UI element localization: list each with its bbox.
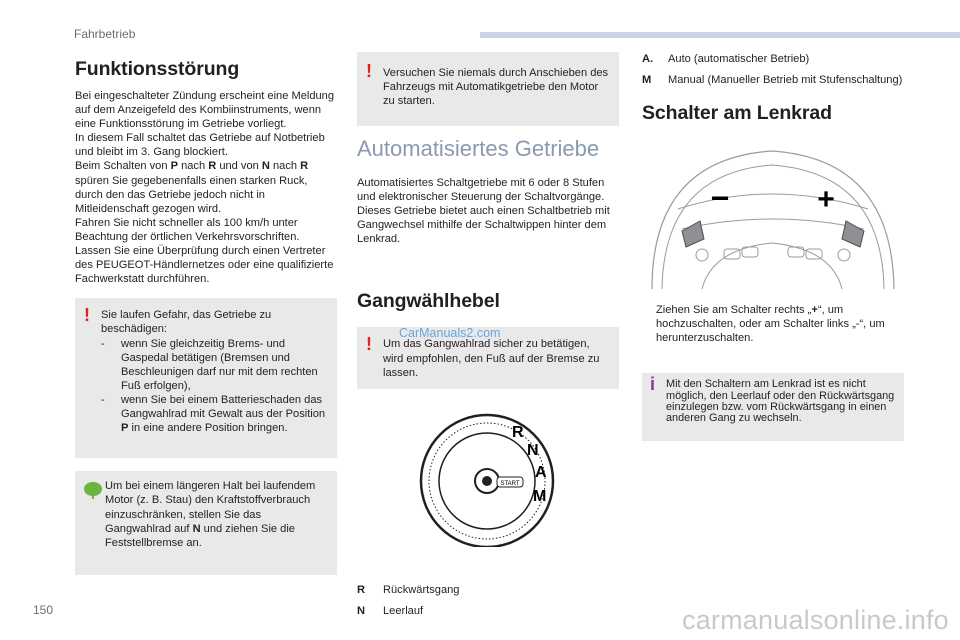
legend-label-a: Auto (automatischer Betrieb) xyxy=(668,53,810,65)
page-number: 150 xyxy=(33,603,54,617)
push-start-warning xyxy=(357,52,619,126)
legend-row-n xyxy=(357,604,619,619)
warning-item-2-a: wenn Sie bei einem Batterieschaden das Gangwahlrad mit Gewalt aus der Position xyxy=(121,393,326,420)
gear-selector-dial xyxy=(357,407,619,547)
malfunction-title: Funktionsstörung xyxy=(75,58,240,80)
eco-leaf-icon xyxy=(83,481,103,499)
dial-letter-n: N xyxy=(527,442,539,460)
steering-wheel-illustration xyxy=(642,139,904,299)
warning-item-2-text xyxy=(121,393,327,435)
malfunction-text xyxy=(75,89,337,286)
brake-foot-warning-text: Um das Gangwahlrad sicher zu betätigen, wird empfohlen, den Fuß auf der Bremse zu lassen. xyxy=(383,338,600,379)
header-bar xyxy=(480,32,960,38)
footer-watermark: carmanualsonline.info xyxy=(682,605,949,635)
gearbox-damage-warning xyxy=(75,298,337,458)
warning-item-1 xyxy=(101,337,327,393)
para-speed: Fahren Sie nicht schneller als 100 km/h unter Beachtung der örtlichen Verkehrsvorschriften. xyxy=(75,216,300,243)
legend-row-r xyxy=(357,583,619,598)
para-shift-b: nach xyxy=(178,160,209,173)
steering-paddles-title: Schalter am Lenkrad xyxy=(642,102,832,124)
paddle-text-c: “, um hochzuschalten, oder am Schalter links „-“, um herunterzuschalten. xyxy=(656,304,885,345)
paddle-info-text: Mit den Schaltern am Lenkrad ist es nicht möglich, den Leerlauf oder den Rückwärtsgang einzulegen bzw. vom Rückwärtsgang in einen anderen Gang zu wechseln. xyxy=(666,378,895,425)
legend-label-r: Rückwärtsgang xyxy=(383,584,460,597)
push-start-warning-text: Versuchen Sie niemals durch Anschieben des Fahrzeugs mit Automatikgetriebe den Motor zu starten. xyxy=(383,67,609,108)
eco-text xyxy=(105,480,315,548)
left-paddle-icon xyxy=(682,221,704,247)
legend-key-r: R xyxy=(357,584,366,597)
column-malfunction xyxy=(75,52,337,575)
gear-selector-illustration xyxy=(357,407,619,547)
eco-text-n: N xyxy=(192,522,201,535)
warning-icon: ! xyxy=(366,61,372,81)
para-shift-a: Beim Schalten von xyxy=(75,160,171,173)
legend-label-n: Leerlauf xyxy=(383,605,424,618)
gear-r-2: R xyxy=(300,160,309,173)
legend-key-n: N xyxy=(357,605,366,618)
dial-letter-a: A xyxy=(535,464,547,482)
paddle-instruction xyxy=(642,303,904,345)
legend-row-m xyxy=(642,73,904,88)
warning-icon: ! xyxy=(366,334,372,355)
para-shift-c: und von xyxy=(216,160,262,173)
start-label: START xyxy=(500,481,520,488)
legend-key-m: M xyxy=(642,74,652,86)
dial-letter-m: M xyxy=(533,488,547,506)
legend-label-m: Manual (Manueller Betrieb mit Stufenschaltung) xyxy=(668,74,903,86)
dash-1: - xyxy=(101,337,105,350)
warning-item-2 xyxy=(101,393,327,435)
eco-text-c: und ziehen Sie die Feststellbremse an. xyxy=(105,522,295,549)
gear-r: R xyxy=(208,160,217,173)
right-paddle-icon xyxy=(842,221,864,247)
warning-icon: ! xyxy=(84,305,90,326)
para-dealer: Lassen Sie eine Überprüfung durch einen Vertreter des PEUGEOT-Händlernetzes oder eine qualifizierte Fachwerkstatt durchführen. xyxy=(75,245,334,286)
section-label: Fahrbetrieb xyxy=(74,27,136,41)
selector-legend xyxy=(357,583,619,619)
minus-symbol: − xyxy=(710,180,730,216)
para-ignition: Bei eingeschalteter Zündung erscheint eine Meldung auf dem Anzeigefeld des Kombiinstruments, wenn eine Funktionsstörung im Getriebe vorliegt. xyxy=(75,90,335,131)
paddle-info-box xyxy=(642,373,904,441)
eco-tip-box xyxy=(75,471,337,575)
paddle-instruction-text xyxy=(656,303,904,345)
eco-text-a: Um bei einem längeren Halt bei laufendem Motor (z. B. Stau) den Kraftstoffverbrauch einzuschränken, stellen Sie das Gangwahlrad auf xyxy=(105,480,316,535)
info-icon: i xyxy=(650,374,656,395)
dash-2: - xyxy=(101,393,105,406)
paddle-text-a: Ziehen Sie am Schalter rechts „ xyxy=(656,304,812,316)
automated-gearbox-title: Automatisiertes Getriebe xyxy=(357,136,600,161)
paddle-text-plus: + xyxy=(811,304,818,316)
watermark: CarManuals2.com xyxy=(399,326,501,340)
gear-p: P xyxy=(170,160,178,173)
dial-letter-r: R xyxy=(512,424,524,442)
plus-symbol: + xyxy=(817,183,835,216)
bullet-icon xyxy=(642,303,656,345)
para-shift-e: spüren Sie gegebenenfalls einen starken Ruck, durch den das Getriebe jedoch nicht in Mitleidenschaft gezogen wird. xyxy=(75,174,308,215)
gear-selector-title: Gangwählhebel xyxy=(357,290,500,313)
steering-wheel-drawing xyxy=(642,139,904,299)
automated-gearbox-intro: Automatisiertes Schaltgetriebe mit 6 oder 8 Stufen und elektronischer Steuerung der Schaltvorgänge. Dieses Getriebe bietet auch einen Schaltbetrieb mit Gangwechsel mithilfe der Schaltwippen hinter dem Lenkrad. xyxy=(357,177,610,246)
legend-row-a xyxy=(642,52,904,67)
warning-intro: Sie laufen Gefahr, das Getriebe zu beschädigen: xyxy=(101,309,272,336)
gear-n: N xyxy=(261,160,270,173)
column-steering-controls xyxy=(642,52,904,441)
warning-item-2-c: in eine andere Position bringen. xyxy=(128,422,288,435)
warning-item-1-text: wenn Sie gleichzeitig Brems- und Gaspedal betätigen (Bremsen und Beschleunigen darf nur mit dem rechten Fuß erfolgen), xyxy=(121,337,318,392)
para-shift-d: nach xyxy=(269,160,301,173)
warning-item-2-p: P xyxy=(121,422,129,435)
para-emergency: In diesem Fall schaltet das Getriebe auf Notbetrieb und bleibt im 3. Gang blockiert. xyxy=(75,132,325,159)
legend-key-a: A. xyxy=(642,53,654,65)
